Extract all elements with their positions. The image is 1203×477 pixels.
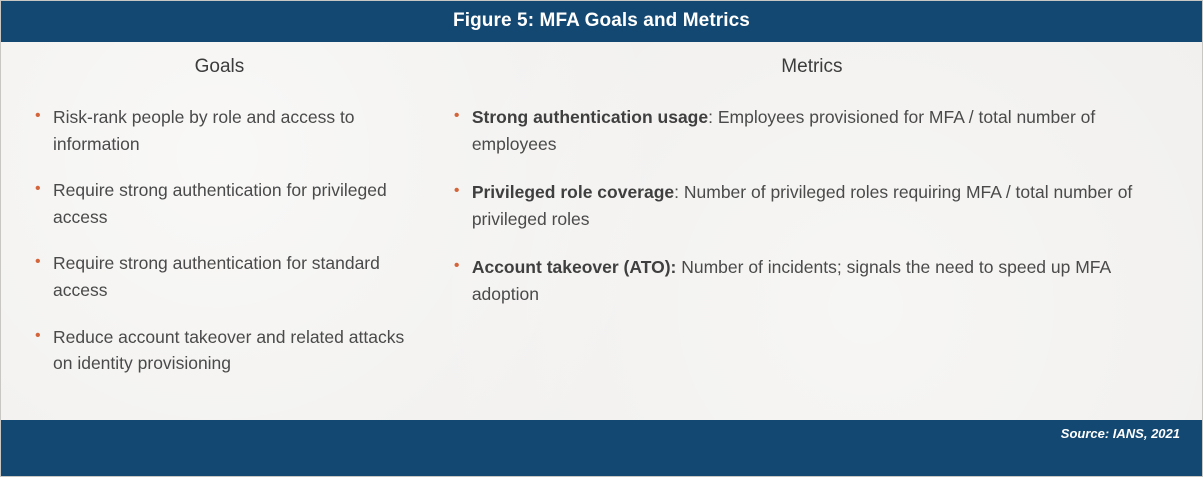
- goal-text: Reduce account takeover and related attacks on identity provisioning: [53, 326, 405, 374]
- figure-title: Figure 5: MFA Goals and Metrics: [1, 1, 1202, 42]
- list-item: [31, 104, 418, 157]
- goals-column: [1, 42, 428, 420]
- goals-heading: Goals: [194, 56, 245, 77]
- metrics-column: [428, 42, 1202, 420]
- goal-text: Risk-rank people by role and access to information: [53, 107, 355, 154]
- metric-term: Privileged role coverage: [471, 182, 675, 203]
- list-item: [31, 324, 418, 377]
- goal-text: Require strong authentication for standard access: [53, 253, 380, 300]
- metrics-heading: Metrics: [781, 56, 843, 77]
- metric-term: Strong authentication usage: [471, 107, 709, 127]
- metric-definition: : Employees provisioned for MFA / total number of employees: [471, 107, 1096, 154]
- goal-text: Require strong authentication for privileged access: [53, 180, 387, 227]
- source-attribution: Source: IANS, 2021: [1060, 426, 1180, 441]
- metric-definition: : Number of privileged roles requiring MFA / total number of privileged roles: [471, 182, 1133, 229]
- list-item: [450, 179, 1174, 232]
- list-item: [450, 104, 1174, 157]
- figure-body: [1, 42, 1202, 420]
- metric-term: Account takeover (ATO):: [471, 257, 677, 278]
- list-item: [31, 177, 418, 230]
- metric-definition: Number of incidents; signals the need to speed up MFA adoption: [471, 257, 1111, 304]
- goals-list: [31, 104, 418, 377]
- list-item: [31, 250, 418, 303]
- figure-footer: [1, 420, 1202, 476]
- metrics-list: [450, 104, 1174, 308]
- list-item: [450, 254, 1174, 307]
